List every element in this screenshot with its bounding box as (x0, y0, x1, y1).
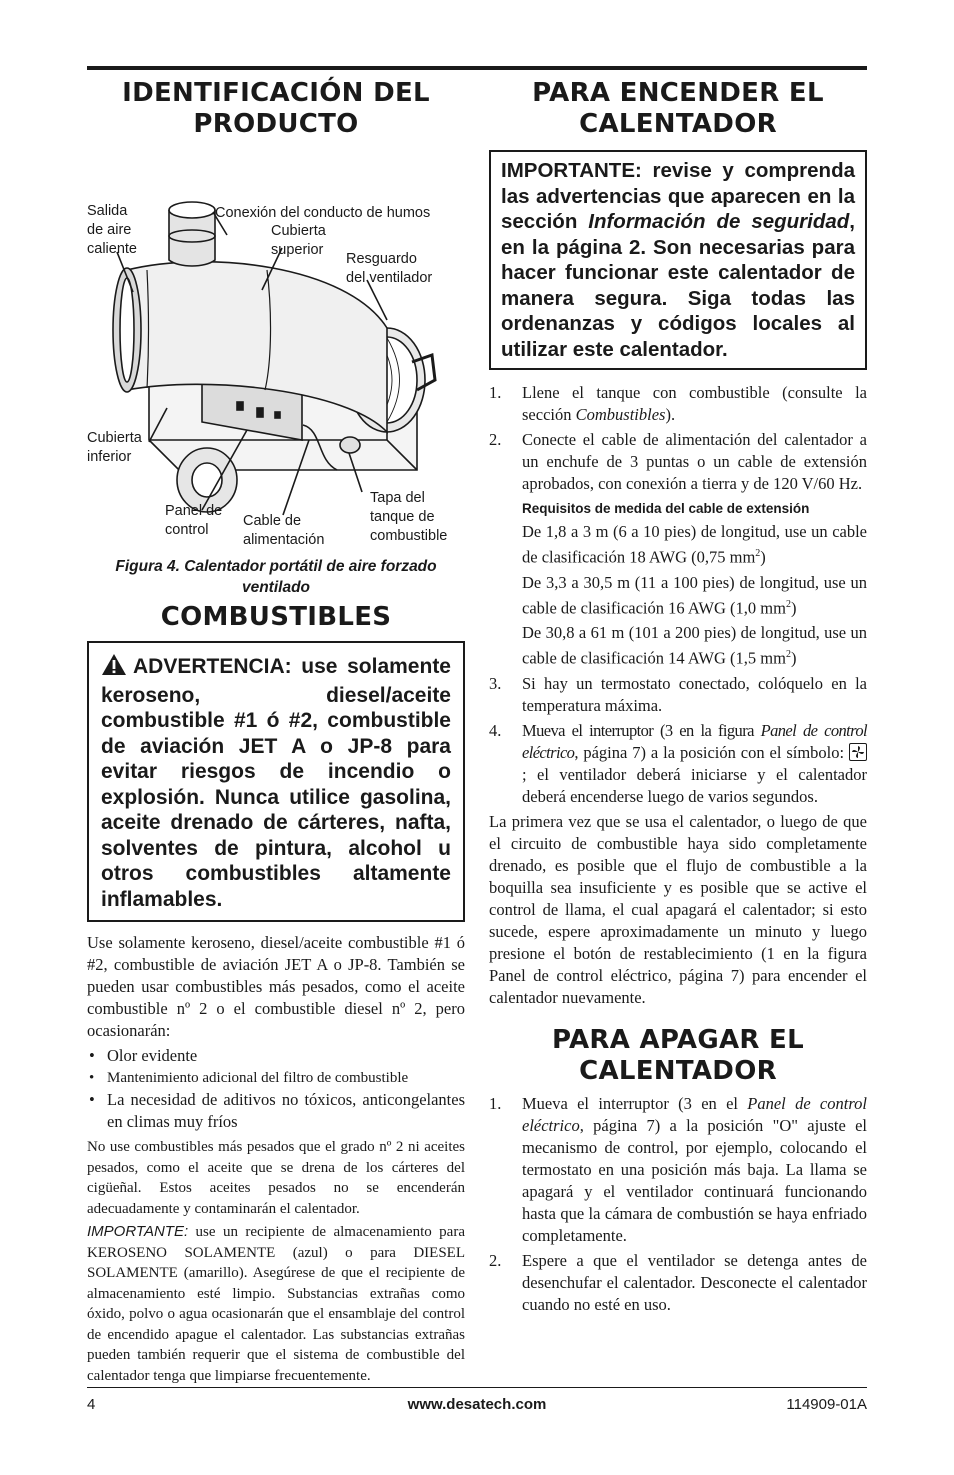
label-hot-air-outlet: Salida de aire caliente (87, 203, 137, 257)
label-power-cord: Cable de alimentación (243, 513, 325, 548)
label-fan-guard: Resguardo del ventilador (346, 251, 433, 286)
fuels-heading: COMBUSTIBLES (160, 602, 392, 632)
list-item: • Mantenimiento adicional del filtro de combustible (87, 1067, 465, 1089)
cord-requirement: De 3,3 a 30,5 m (11 a 100 pies) de longitud, use un cable de clasificación 16 AWG (1,0 $mm^2$) (522, 572, 867, 617)
storage-important-text: use un recipiente de almacenamiento para KEROSENO SOLAMENTE (azul) o para DIESEL SOLAMENTE (amarillo). Asegúrese de que el recipiente de almacenamiento esté limpio. Substancias extrañas como óxido, polvo o agua ocasionarán que el ensamblaje del control de encendido apague el calentador. Las substancias extrañas pueden también requerir que el sistema de combustible del calentador tenga que limpiarse frecuentemente. (87, 1224, 465, 1384)
label-control-panel: Panel de control (165, 503, 223, 538)
fuel-warning-box (87, 641, 465, 922)
label-lower-cover: Cubierta inferior (87, 430, 142, 465)
list-item: 2. Conecte el cable de alimentación del calentador a un enchufe de 3 puntas o un cable de extensión aprobados, con conexión a tierra y de 120 V/60 Hz. (489, 430, 867, 493)
fuel-effects-list (87, 1045, 465, 1133)
page-number: 4 (87, 1396, 96, 1413)
bottom-rule (87, 1387, 867, 1388)
list-item: 1. Mueva el interruptor (3 en el Panel de control eléctrico, página 7) a la posición "O" ajuste el mecanismo de control, por ejemplo, colocando el termostato en una posición más baja. La llama se apagará y el ventilador continuará funcionando hasta que la cámara de combustión se haya enfriado completamente. (489, 1093, 867, 1245)
label-fuel-cap: Tapa del tanque de combustible (370, 490, 448, 544)
list-item: 3. Si hay un termostato conectado, colóquelo en la temperatura máxima. (489, 673, 867, 715)
right-column (489, 78, 867, 1319)
start-steps-list-continued (489, 673, 867, 808)
footer-url: www.desatech.com (407, 1396, 547, 1413)
extension-cord-requirements-heading: Requisitos de medida del cable de extensión (522, 501, 810, 516)
important-box: IMPORTANTE: revise y comprenda las advertencias que aparecen en la sección Información de seguridad, en la página 2. Son necesarias para hacer funcionar este calentador de manera segura. Siga todas las ordenanzas y códigos locales al utilizar este calentador. (489, 150, 867, 370)
start-heater-heading: PARA ENCENDER EL CALENTADOR (532, 78, 824, 139)
list-item: • Olor evidente (87, 1045, 465, 1067)
stop-heater-heading: PARA APAGAR EL CALENTADOR (552, 1024, 804, 1086)
fan-symbol-icon (849, 743, 867, 761)
left-column (87, 78, 465, 1389)
storage-important-paragraph (87, 1222, 465, 1386)
list-item: 4. Mueva el interruptor (3 en la figura Panel de control eléctrico, página 7) a la posición con el símbolo: ; el ventilador deberá iniciarse y el calentador deberá encenderse luego de varios segundos. (489, 720, 867, 806)
stop-steps-list (489, 1093, 867, 1316)
heater-figure (87, 140, 465, 550)
cord-requirement: De 30,8 a 61 m (101 a 200 pies) de longitud, use un cable de clasificación 14 AWG (1,5 $mm^2$) (522, 623, 867, 668)
heavy-oils-paragraph: No use combustibles más pesados que el grado nº 2 ni aceites pesados, como el aceite que se drena de los cárteres del cigüeñal. Estos aceites pesados no se encenderán adecuadamente y contaminarán el calentador. (87, 1139, 465, 1217)
fuel-warning-text: ADVERTENCIA: use solamente keroseno, diesel/aceite combustible #1 ó #2, combustible de aviación JET A o JP-8 para evitar riesgos de incendio o explosión. Nunca utilice gasolina, aceite drenado de cárteres, nafta, solventes de pintura, alcohol u otros combustibles altamente inflamables. (101, 655, 451, 911)
figure-caption: Figura 4. Calentador portátil de aire forzado ventilado (115, 558, 437, 596)
document-code: 114909-01A (786, 1396, 867, 1413)
cord-requirement: De 1,8 a 3 m (6 a 10 pies) de longitud, use un cable de clasificación 18 AWG (0,75 $mm^2$) (522, 522, 867, 567)
label-flue-connection: Conexión del conducto de humos (215, 205, 431, 221)
fuels-paragraph: Use solamente keroseno, diesel/aceite combustible #1 ó #2, combustible de aviación JET A o JP-8. También se pueden usar combustibles más pesados, como el aceite combustible nº 2 o el combustible diesel nº 2, pero ocasionarán: (87, 933, 465, 1040)
list-item: 2. Espere a que el ventilador se detenga antes de desenchufar el calentador. Desconecte el calentador cuando no esté en uso. (489, 1250, 867, 1314)
label-upper-cover: Cubierta superior (271, 223, 326, 258)
product-identification-heading: IDENTIFICACIÓN DEL PRODUCTO (122, 78, 430, 139)
warning-triangle-icon (101, 653, 127, 683)
top-rule (87, 66, 867, 70)
start-steps-list (489, 382, 867, 495)
important-label: IMPORTANTE: (87, 1223, 189, 1240)
list-item: 1. Llene el tanque con combustible (consulte la sección Combustibles). (489, 383, 867, 424)
list-item: • La necesidad de aditivos no tóxicos, anticongelantes en climas muy fríos (87, 1089, 465, 1133)
first-use-paragraph: La primera vez que se usa el calentador, o luego de que el circuito de combustible haya sido completamente drenado, es posible que el flujo de combustible a la boquilla sea insuficiente y es posible que se active el control de llama, el cual apagará el calentador; si esto sucede, espere aproximadamente un minuto y luego presione el botón de restablecimiento (1 en la figura Panel de control eléctrico, página 7) para encender el calentador nuevamente. (489, 811, 867, 1007)
